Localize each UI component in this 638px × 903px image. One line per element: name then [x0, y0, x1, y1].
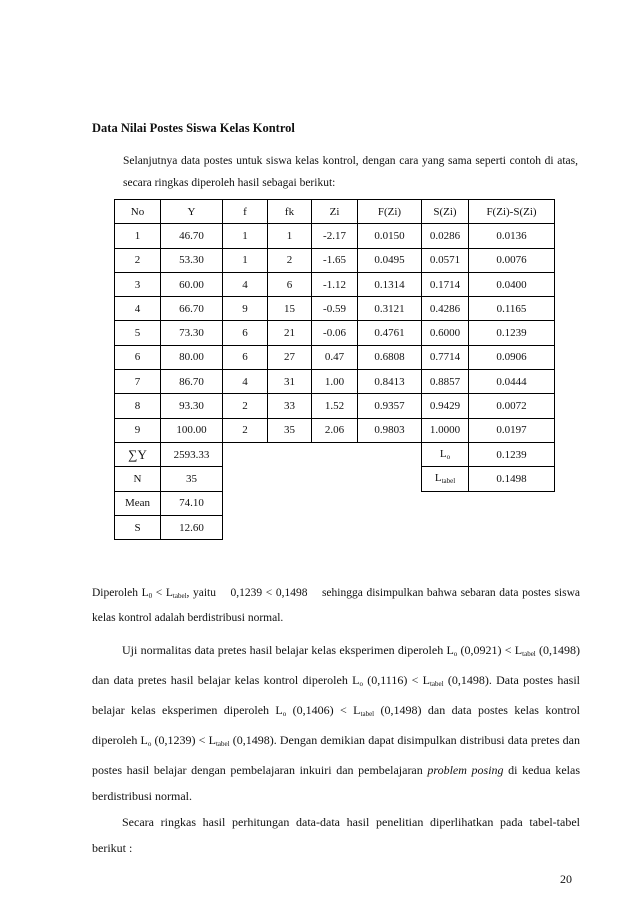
table-cell: 2 — [115, 248, 161, 272]
header-no: No — [115, 200, 161, 224]
table-cell: 0.0495 — [358, 248, 422, 272]
lo-value: 0.1239 — [469, 442, 555, 466]
table-cell: 1 — [115, 224, 161, 248]
mean-value: 74.10 — [161, 491, 223, 515]
table-row — [115, 418, 555, 442]
table-cell: 0.8413 — [358, 370, 422, 394]
table-cell: 0.9803 — [358, 418, 422, 442]
table-cell: 0.0136 — [469, 224, 555, 248]
italic-term: problem posing — [427, 763, 504, 777]
table-cell: 5 — [115, 321, 161, 345]
table-cell: 6 — [223, 321, 268, 345]
table-cell: 0.7714 — [422, 345, 469, 369]
n-row — [115, 467, 555, 491]
table-cell: 2 — [268, 248, 312, 272]
table-row — [115, 248, 555, 272]
table-cell: 27 — [268, 345, 312, 369]
table-cell: 0.0906 — [469, 345, 555, 369]
table-cell: 0.0150 — [358, 224, 422, 248]
table-row — [115, 321, 555, 345]
n-value: 35 — [161, 467, 223, 491]
header-diff: F(Zi)-S(Zi) — [469, 200, 555, 224]
table-cell: 4 — [223, 272, 268, 296]
table-cell: 73.30 — [161, 321, 223, 345]
header-y: Y — [161, 200, 223, 224]
table-cell: 31 — [268, 370, 312, 394]
table-cell: 0.1165 — [469, 297, 555, 321]
mean-row — [115, 491, 555, 515]
table-cell: 0.9429 — [422, 394, 469, 418]
header-f: f — [223, 200, 268, 224]
table-cell: 33 — [268, 394, 312, 418]
table-cell: 0.6000 — [422, 321, 469, 345]
body-paragraph-normality: Uji normalitas data pretes hasil belajar kelas eksperimen diperoleh $L_o$ $(0,0921) < L_{tabel}$ (0,1498) dan data pretes hasil belajar kelas kontrol diperoleh $L_o$ $(0,1116) < L_{tabel}$ (0,1498). Data postes hasil belajar kelas eksperimen diperoleh $L_o$ $(0,1406) < L_{tabel}$ (0,1498) dan data postes kelas kontrol diperoleh $L_o$ $(0,1239) < L_{tabel}$ (0,1498). Dengan demikian dapat disimpulkan distribusi data pretes dan postes hasil belajar dengan pembelajaran inkuiri dan pembelajaran problem posing di kedua kelas berdistribusi normal. Secara ringkas hasil perhitungan data-data hasil penelitian diperlihatkan pada tabel-tabel berikut : — [92, 643, 581, 855]
sigma-y: ∑Y — [128, 446, 147, 462]
intro-paragraph: Selanjutnya data postes untuk siswa kelas kontrol, dengan cara yang sama seperti contoh di atas, secara ringkas diperoleh hasil sebagai berikut: — [123, 155, 578, 189]
table-cell: 0.9357 — [358, 394, 422, 418]
table-cell: -1.65 — [312, 248, 358, 272]
table-cell: 8 — [115, 394, 161, 418]
table-cell: 46.70 — [161, 224, 223, 248]
sum-symbol — [115, 442, 161, 466]
table-cell: 15 — [268, 297, 312, 321]
table-cell: 1 — [268, 224, 312, 248]
table-cell: 66.70 — [161, 297, 223, 321]
table-cell: -2.17 — [312, 224, 358, 248]
table-cell: 1.00 — [312, 370, 358, 394]
table-cell: -0.06 — [312, 321, 358, 345]
table-cell: 0.3121 — [358, 297, 422, 321]
s-label: S — [115, 515, 161, 539]
table-cell: -1.12 — [312, 272, 358, 296]
table-row — [115, 272, 555, 296]
table-cell: -0.59 — [312, 297, 358, 321]
table-cell: 0.47 — [312, 345, 358, 369]
table-cell: 100.00 — [161, 418, 223, 442]
table-cell: 4 — [223, 370, 268, 394]
table-cell: 2 — [223, 394, 268, 418]
table-cell: 0.1314 — [358, 272, 422, 296]
table-cell: 1.0000 — [422, 418, 469, 442]
table-cell: 6 — [268, 272, 312, 296]
section-heading: Data Nilai Postes Siswa Kelas Kontrol — [92, 121, 295, 135]
table-row — [115, 394, 555, 418]
table-cell: 6 — [115, 345, 161, 369]
s-value: 12.60 — [161, 515, 223, 539]
lo-label: $L_o$ — [422, 442, 469, 466]
conclusion-paragraph: Diperoleh $L_0 < L_{tabel}$, yaitu 0,1239 < 0,1498 sehingga disimpulkan bahwa sebaran data postes siswa kelas kontrol adalah berdistribusi normal. — [92, 587, 583, 624]
table-cell: 7 — [115, 370, 161, 394]
table-cell: 1 — [223, 224, 268, 248]
header-fzi: F(Zi) — [358, 200, 422, 224]
header-fk: fk — [268, 200, 312, 224]
table-cell: 0.0400 — [469, 272, 555, 296]
table-header-row — [115, 200, 555, 224]
table-cell: 0.0072 — [469, 394, 555, 418]
table-cell: 9 — [223, 297, 268, 321]
table-cell: 3 — [115, 272, 161, 296]
table-row — [115, 345, 555, 369]
table-cell: 0.4761 — [358, 321, 422, 345]
normality-table — [114, 199, 555, 540]
table-cell: 0.4286 — [422, 297, 469, 321]
table-cell: 6 — [223, 345, 268, 369]
ltabel-value: 0.1498 — [469, 467, 555, 491]
table-cell: 86.70 — [161, 370, 223, 394]
table-cell: 0.0571 — [422, 248, 469, 272]
table-cell: 60.00 — [161, 272, 223, 296]
table-cell: 0.0076 — [469, 248, 555, 272]
mean-label: Mean — [115, 491, 161, 515]
ltabel-label: $L_{tabel}$ — [422, 467, 469, 491]
body-paragraph-summary: Secara ringkas hasil perhitungan data-data hasil penelitian diperlihatkan pada tabel-tabel berikut : — [92, 815, 580, 855]
table-cell: 0.0286 — [422, 224, 469, 248]
table-row — [115, 224, 555, 248]
s-row — [115, 515, 555, 539]
table-cell: 4 — [115, 297, 161, 321]
table-cell: 1 — [223, 248, 268, 272]
table-cell: 0.8857 — [422, 370, 469, 394]
page-number: 20 — [560, 872, 572, 886]
table-cell: 9 — [115, 418, 161, 442]
table-cell: 0.1714 — [422, 272, 469, 296]
n-label: N — [115, 467, 161, 491]
table-cell: 21 — [268, 321, 312, 345]
sum-value: 2593.33 — [161, 442, 223, 466]
table-cell: 0.6808 — [358, 345, 422, 369]
header-zi: Zi — [312, 200, 358, 224]
table-cell: 1.52 — [312, 394, 358, 418]
table-cell: 93.30 — [161, 394, 223, 418]
header-szi: S(Zi) — [422, 200, 469, 224]
table-row — [115, 297, 555, 321]
table-cell: 0.0197 — [469, 418, 555, 442]
sum-row — [115, 442, 555, 466]
table-cell: 35 — [268, 418, 312, 442]
table-cell: 0.1239 — [469, 321, 555, 345]
table-cell: 80.00 — [161, 345, 223, 369]
table-cell: 53.30 — [161, 248, 223, 272]
table-cell: 2 — [223, 418, 268, 442]
table-row — [115, 370, 555, 394]
table-cell: 2.06 — [312, 418, 358, 442]
table-cell: 0.0444 — [469, 370, 555, 394]
